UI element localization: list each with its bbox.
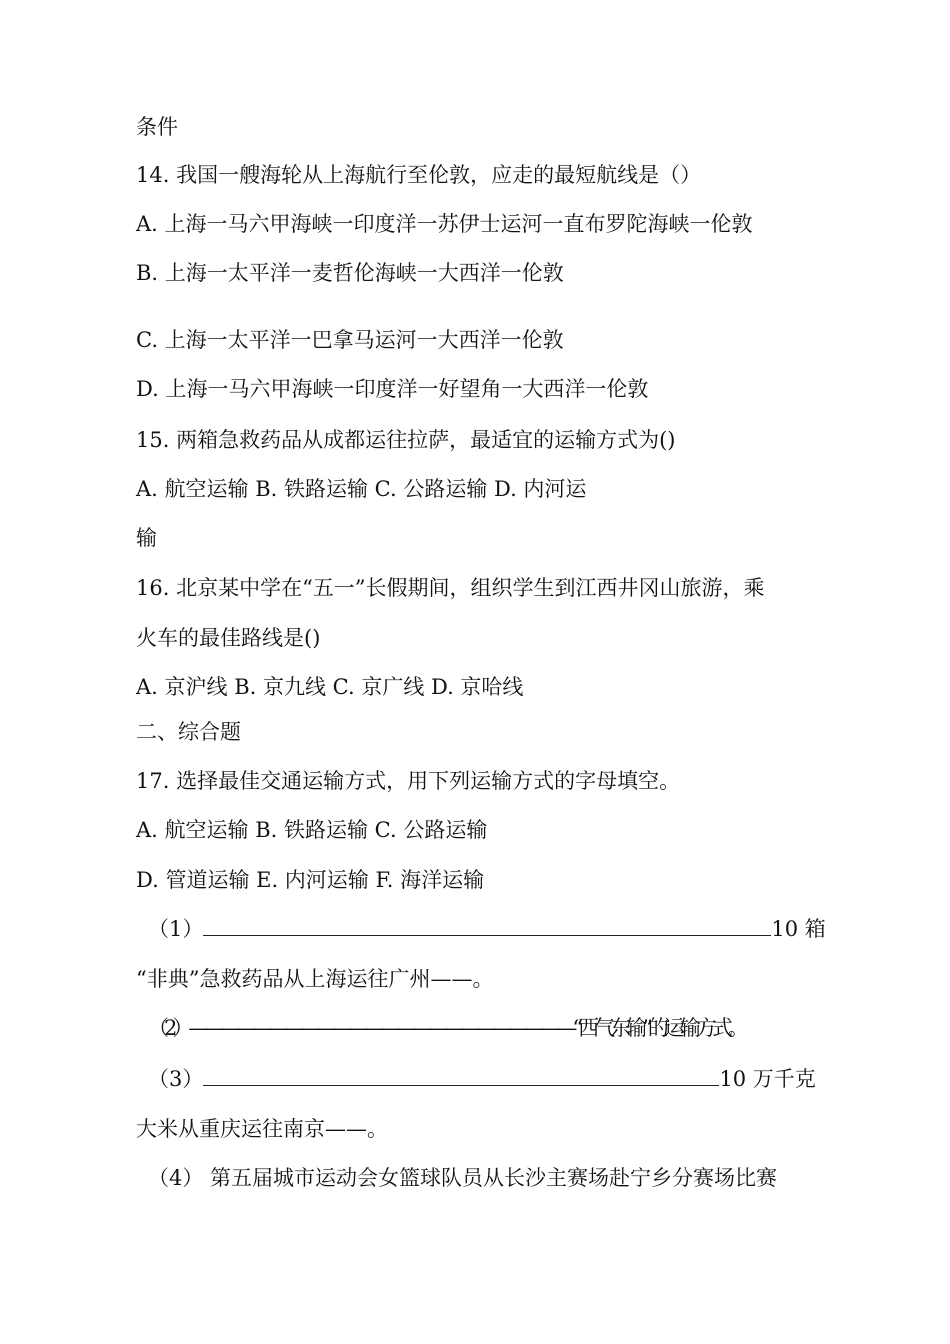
section-heading: 二、综合题 [136, 720, 241, 744]
blank-underline [203, 1065, 719, 1086]
question-14-stem: 14. 我国一艘海轮从上海航行至伦敦，应走的最短航线是（） [136, 163, 702, 187]
text-line: 条件 [136, 115, 178, 139]
sub-question-3-cont: 大米从重庆运往南京——。 [136, 1117, 388, 1141]
question-16-options: A. 京沪线 B. 京九线 C. 京广线 D. 京哈线 [136, 675, 524, 699]
sub-question-1-cont: “非典”急救药品从上海运往广州——。 [136, 967, 494, 991]
sub-question-tail: 10 万千克 [719, 1067, 816, 1091]
question-17-options-1: A. 航空运输 B. 铁路运输 C. 公路运输 [136, 818, 488, 842]
question-15-options: A. 航空运输 B. 铁路运输 C. 公路运输 D. 内河运 [136, 477, 587, 501]
sub-question-1 [148, 915, 826, 943]
sub-question-4: （4） 第五届城市运动会女篮球队员从长沙主赛场赴宁乡分赛场比赛 [148, 1166, 778, 1190]
question-16-stem: 16. 北京某中学在“五一”长假期间，组织学生到江西井冈山旅游，乘 [136, 576, 765, 600]
sub-question-number: （1） [148, 917, 204, 941]
question-14-option-b: B. 上海一太平洋一麦哲伦海峡一大西洋一伦敦 [136, 261, 564, 285]
question-14-option-a: A. 上海一马六甲海峡一印度洋一苏伊士运河一直布罗陀海峡一伦敦 [136, 212, 753, 236]
sub-question-2: （2）————————————————————————“西气东输”的运输方式。 [148, 1016, 744, 1040]
question-15-stem: 15. 两箱急救药品从成都运往拉萨，最适宜的运输方式为() [136, 428, 676, 452]
sub-question-tail: 10 箱 [771, 917, 826, 941]
question-14-option-c: C. 上海一太平洋一巴拿马运河一大西洋一伦敦 [136, 328, 564, 352]
blank-underline [203, 915, 771, 936]
question-16-stem-cont: 火车的最佳路线是() [136, 626, 321, 650]
sub-question-number: （3） [148, 1067, 204, 1091]
question-17-options-2: D. 管道运输 E. 内河运输 F. 海洋运输 [136, 868, 485, 892]
question-17-stem: 17. 选择最佳交通运输方式，用下列运输方式的字母填空。 [136, 769, 681, 793]
question-14-option-d: D. 上海一马六甲海峡一印度洋一好望角一大西洋一伦敦 [136, 377, 649, 401]
question-15-options-cont: 输 [136, 526, 157, 550]
sub-question-3 [148, 1065, 816, 1093]
